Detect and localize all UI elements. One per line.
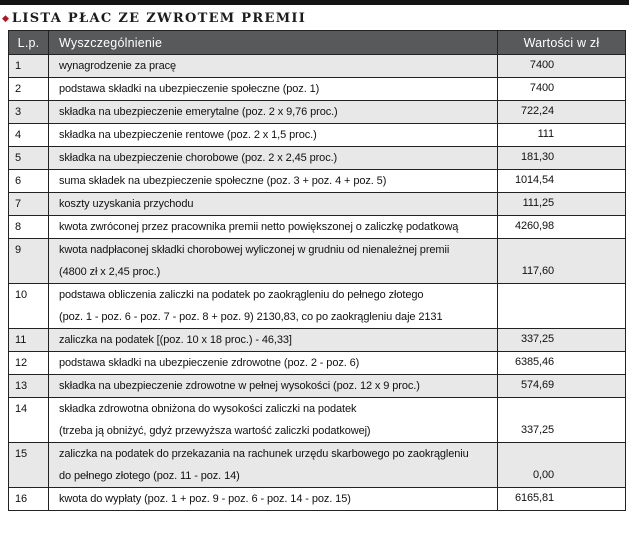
row-description-cell [49,147,498,170]
row-number-cell: 9 [9,239,49,284]
row-value-cell: 111,25 [498,193,626,216]
row-description-cell [49,284,498,329]
row-value-cell: 6165,81 [498,488,626,511]
table-row [9,147,626,170]
header-row [9,31,626,55]
row-value-cell: 6385,46 [498,352,626,375]
table-row [9,78,626,101]
row-value-cell: 111 [498,124,626,147]
row-description-cell [49,443,498,488]
description-line: zaliczka na podatek do przekazania na rachunek urzędu skarbowego po zaokrągleniu [59,448,469,460]
row-number-cell: 12 [9,352,49,375]
page-title: LISTA PŁAC ZE ZWROTEM PREMII [11,10,307,26]
table-row [9,101,626,124]
row-value-cell: 722,24 [498,101,626,124]
row-value-cell: 0,00 [498,443,626,488]
description-line: suma składek na ubezpieczenie społeczne (poz. 3 + poz. 4 + poz. 5) [59,175,387,187]
row-value-cell: 4260,98 [498,216,626,239]
row-value-cell: 117,60 [498,239,626,284]
row-description-cell [49,193,498,216]
title-row [0,5,629,30]
row-number-cell: 8 [9,216,49,239]
diamond-bullet-icon: ◆ [2,12,9,23]
row-description-cell [49,375,498,398]
table-row [9,284,626,329]
description-line: kwota do wypłaty (poz. 1 + poz. 9 - poz. 6 - poz. 14 - poz. 15) [59,493,351,505]
row-description-cell [49,329,498,352]
row-value-cell [498,284,626,329]
row-description-cell [49,101,498,124]
row-value-cell: 337,25 [498,329,626,352]
table-row [9,170,626,193]
row-number-cell: 13 [9,375,49,398]
row-number-cell: 2 [9,78,49,101]
row-value-cell: 7400 [498,78,626,101]
description-line: (4800 zł x 2,45 proc.) [59,266,161,278]
row-number-cell: 10 [9,284,49,329]
table-row [9,443,626,488]
description-line: kwota nadpłaconej składki chorobowej wyliczonej w grudniu od nienależnej premii [59,244,450,256]
row-description-cell [49,55,498,78]
row-number-cell: 16 [9,488,49,511]
description-line: składka na ubezpieczenie rentowe (poz. 2 x 1,5 proc.) [59,129,317,141]
description-line: kwota zwróconej przez pracownika premii netto powiększonej o zaliczkę podatkową [59,221,459,233]
table-row [9,398,626,443]
description-line: podstawa składki na ubezpieczenie zdrowotne (poz. 2 - poz. 6) [59,357,360,369]
table-row [9,329,626,352]
row-value-cell: 1014,54 [498,170,626,193]
description-line: do pełnego złotego (poz. 11 - poz. 14) [59,470,240,482]
description-line: podstawa obliczenia zaliczki na podatek po zaokrągleniu do pełnego złotego [59,289,424,301]
row-description-cell [49,488,498,511]
description-line: (trzeba ją obniżyć, gdyż przewyższa wartość zaliczki podatkowej) [59,425,371,437]
row-value-cell: 7400 [498,55,626,78]
row-value-cell: 181,30 [498,147,626,170]
description-line: składka na ubezpieczenie chorobowe (poz. 2 x 2,45 proc.) [59,152,338,164]
description-line: składka zdrowotna obniżona do wysokości zaliczki na podatek [59,403,357,415]
row-description-cell [49,170,498,193]
row-number-cell: 6 [9,170,49,193]
description-line: wynagrodzenie za pracę [59,60,177,72]
table-row [9,488,626,511]
description-line: składka na ubezpieczenie emerytalne (poz. 2 x 9,76 proc.) [59,106,338,118]
row-value-cell: 337,25 [498,398,626,443]
row-number-cell: 11 [9,329,49,352]
row-number-cell: 4 [9,124,49,147]
table-row [9,216,626,239]
table-header [9,31,626,55]
row-description-cell [49,239,498,284]
description-line: (poz. 1 - poz. 6 - poz. 7 - poz. 8 + poz. 9) 2130,83, co po zaokrągleniu daje 2131 [59,311,443,323]
row-description-cell [49,398,498,443]
row-number-cell: 5 [9,147,49,170]
table-row [9,124,626,147]
description-line: zaliczka na podatek [(poz. 10 x 18 proc.) - 46,33] [59,334,292,346]
table-row [9,193,626,216]
table-row [9,239,626,284]
row-description-cell [49,216,498,239]
table-row [9,352,626,375]
table-row [9,375,626,398]
row-description-cell [49,352,498,375]
description-line: składka na ubezpieczenie zdrowotne w pełnej wysokości (poz. 12 x 9 proc.) [59,380,420,392]
row-number-cell: 1 [9,55,49,78]
column-header-value: Wartości w zł [498,31,626,55]
column-header-description: Wyszczególnienie [49,31,498,55]
column-header-lp: L.p. [9,31,49,55]
description-line: koszty uzyskania przychodu [59,198,194,210]
row-number-cell: 14 [9,398,49,443]
description-line: podstawa składki na ubezpieczenie społeczne (poz. 1) [59,83,320,95]
table-row [9,55,626,78]
row-value-cell: 574,69 [498,375,626,398]
row-description-cell [49,124,498,147]
payroll-table [8,30,626,511]
table-body [9,55,626,511]
row-number-cell: 7 [9,193,49,216]
row-number-cell: 3 [9,101,49,124]
row-description-cell [49,78,498,101]
row-number-cell: 15 [9,443,49,488]
